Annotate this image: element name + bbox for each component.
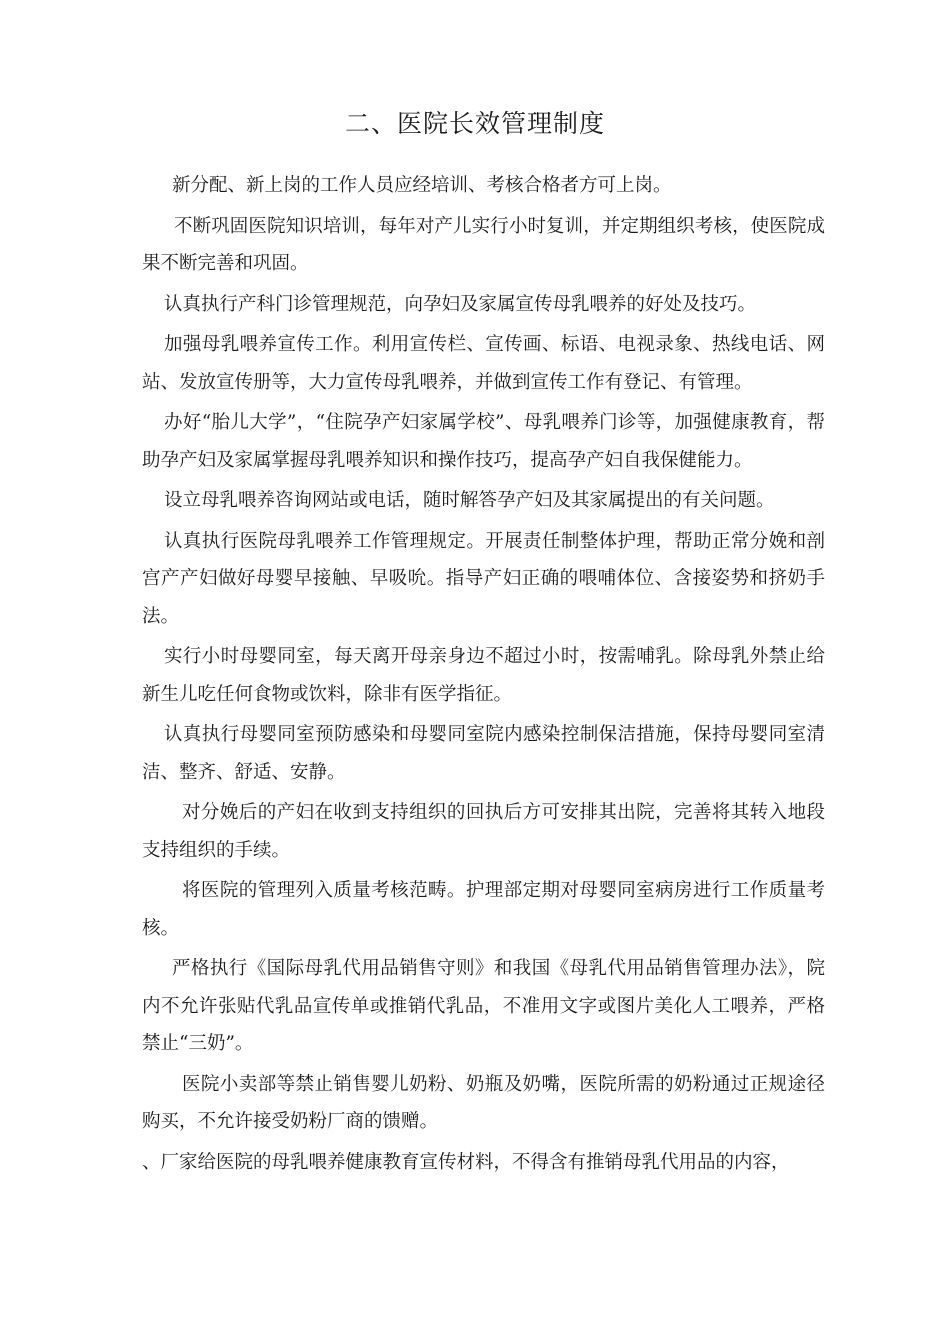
paragraph: 新分配、新上岗的工作人员应经培训、考核合格者方可上岗。 xyxy=(172,175,672,196)
paragraph: 将医院的管理列入质量考核范畴。护理部定期对母婴同室病房进行工作质量考核。 xyxy=(142,880,825,939)
paragraph: 严格执行《国际母乳代用品销售守则》和我国《母乳代用品销售管理办法》，院内不允许张贴代乳品宣传单或推销代乳品，不准用文字或图片美化人工喂养，严格禁止“三奶”。 xyxy=(142,958,825,1054)
paragraph: 认真执行母婴同室预防感染和母婴同室院内感染控制保洁措施，保持母婴同室清洁、整齐、舒适、安静。 xyxy=(142,724,825,783)
document-title: 二、医院长效管理制度 xyxy=(344,109,605,138)
paragraph: 办好“胎儿大学”，“住院孕产妇家属学校”、母乳喂养门诊等，加强健康教育，帮助孕产妇及家属掌握母乳喂养知识和操作技巧，提高孕产妇自我保健能力。 xyxy=(142,412,825,471)
paragraph: 设立母乳喂养咨询网站或电话，随时解答孕产妇及其家属提出的有关问题。 xyxy=(164,490,775,511)
paragraph: 实行小时母婴同室，每天离开母亲身边不超过小时，按需哺乳。除母乳外禁止给新生儿吃任何食物或饮料，除非有医学指征。 xyxy=(142,646,825,705)
paragraph: 不断巩固医院知识培训，每年对产儿实行小时复训，并定期组织考核，使医院成果不断完善和巩固。 xyxy=(142,215,825,274)
paragraph: 加强母乳喂养宣传工作。利用宣传栏、宣传画、标语、电视录象、热线电话、网站、发放宣传册等，大力宣传母乳喂养，并做到宣传工作有登记、有管理。 xyxy=(142,334,825,393)
paragraph: 医院小卖部等禁止销售婴儿奶粉、奶瓶及奶嘴，医院所需的奶粉通过正规途径购买，不允许接受奶粉厂商的馈赠。 xyxy=(142,1073,825,1132)
document-body xyxy=(142,167,825,1184)
paragraph: 认真执行医院母乳喂养工作管理规定。开展责任制整体护理，帮助正常分娩和剖宫产产妇做好母婴早接触、早吸吮。指导产妇正确的喂哺体位、含接姿势和挤奶手法。 xyxy=(142,530,825,627)
paragraph: 认真执行产科门诊管理规范，向孕妇及家属宣传母乳喂养的好处及技巧。 xyxy=(164,293,757,315)
paragraph: 、厂家给医院的母乳喂养健康教育宣传材料，不得含有推销母乳代用品的内容， xyxy=(142,1151,790,1173)
paragraph: 对分娩后的产妇在收到支持组织的回执后方可安排其出院，完善将其转入地段支持组织的手续。 xyxy=(142,802,825,861)
